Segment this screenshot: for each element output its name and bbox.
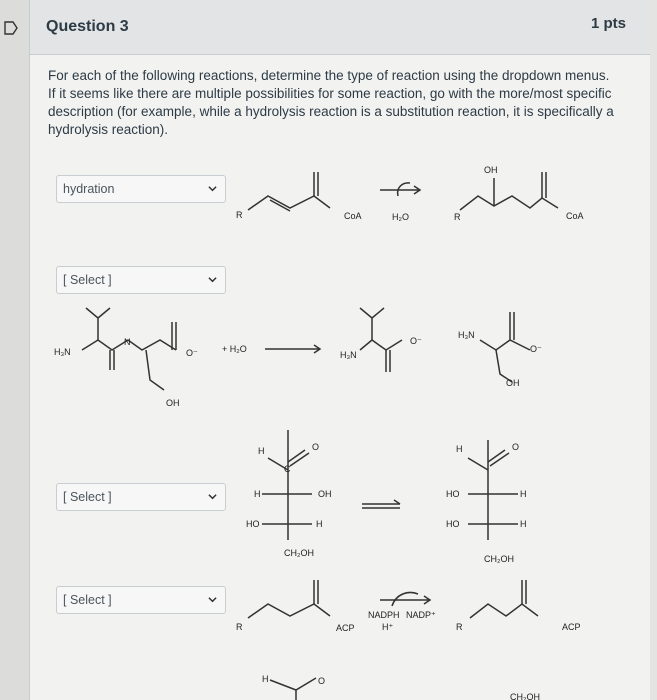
flag-icon[interactable] [3, 20, 19, 36]
r1-coa-left: CoA [344, 211, 362, 221]
question-title: Question 3 [46, 18, 129, 35]
r3-c: C [284, 464, 291, 474]
r3-h-b2: H [520, 489, 527, 499]
r2-o-minus: O⁻ [186, 348, 198, 358]
left-strip [0, 0, 29, 700]
r2-o-minus-b: O⁻ [410, 336, 422, 346]
r4-r-left: R [236, 622, 243, 632]
r3-oh: OH [318, 489, 332, 499]
r3-h-right: H [316, 519, 323, 529]
r1-oh: OH [484, 165, 498, 175]
r2-n: N [124, 337, 131, 347]
r2-water: + H₂O [222, 344, 247, 354]
r3-h-left: H [254, 489, 261, 499]
r2-h3n-b: H₃N [340, 350, 357, 360]
r4-h: H [262, 674, 269, 684]
r3-h-b: H [456, 444, 463, 454]
r1-water: H₂O [392, 212, 409, 222]
r3-o: O [312, 442, 320, 452]
question-points: 1 pts [590, 15, 626, 32]
r4-acp-left: ACP [336, 623, 355, 633]
question-header [30, 0, 650, 55]
r4-nadph: NADPH [368, 610, 400, 620]
r1-coa-right: CoA [566, 211, 584, 221]
select-value: [ Select ] [63, 273, 112, 287]
r1-r-right: R [454, 212, 461, 222]
r4-acp-right: ACP [562, 622, 581, 632]
r4-r-right: R [456, 622, 463, 632]
select-value: hydration [63, 182, 115, 196]
r1-r-left: R [236, 210, 243, 220]
r2-oh-b: OH [506, 378, 520, 388]
r3-ho: HO [246, 519, 260, 529]
r4-ch2oh: CH₂OH [510, 692, 540, 700]
r2-h3n-c: H₃N [458, 330, 475, 340]
r3-ch2oh: CH₂OH [284, 548, 314, 558]
r4-hplus: H⁺ [382, 622, 394, 632]
r3-h: H [258, 446, 265, 456]
select-value: [ Select ] [63, 593, 112, 607]
r3-ho-b: HO [446, 489, 460, 499]
question-prompt: For each of the following reactions, determine the type of reaction using the dropdown menus. If it seems like there are multiple possibilities for some reaction, go with the more/most specific description (for example, while a hydrolysis reaction is a substitution reaction, it is specifically a hydrolysis reaction). [48, 68, 614, 137]
select-value: [ Select ] [63, 490, 112, 504]
r3-ch2oh-b: CH₂OH [484, 554, 514, 564]
r2-oh: OH [166, 398, 180, 408]
r3-h-c: H [520, 519, 527, 529]
r4-nadp: NADP⁺ [406, 610, 436, 620]
r4-o: O [318, 676, 326, 686]
r3-o-b: O [512, 442, 520, 452]
r3-ho-c: HO [446, 519, 460, 529]
r2-h3n: H₃N [54, 347, 71, 357]
r2-o-minus-c: O⁻ [530, 344, 542, 354]
